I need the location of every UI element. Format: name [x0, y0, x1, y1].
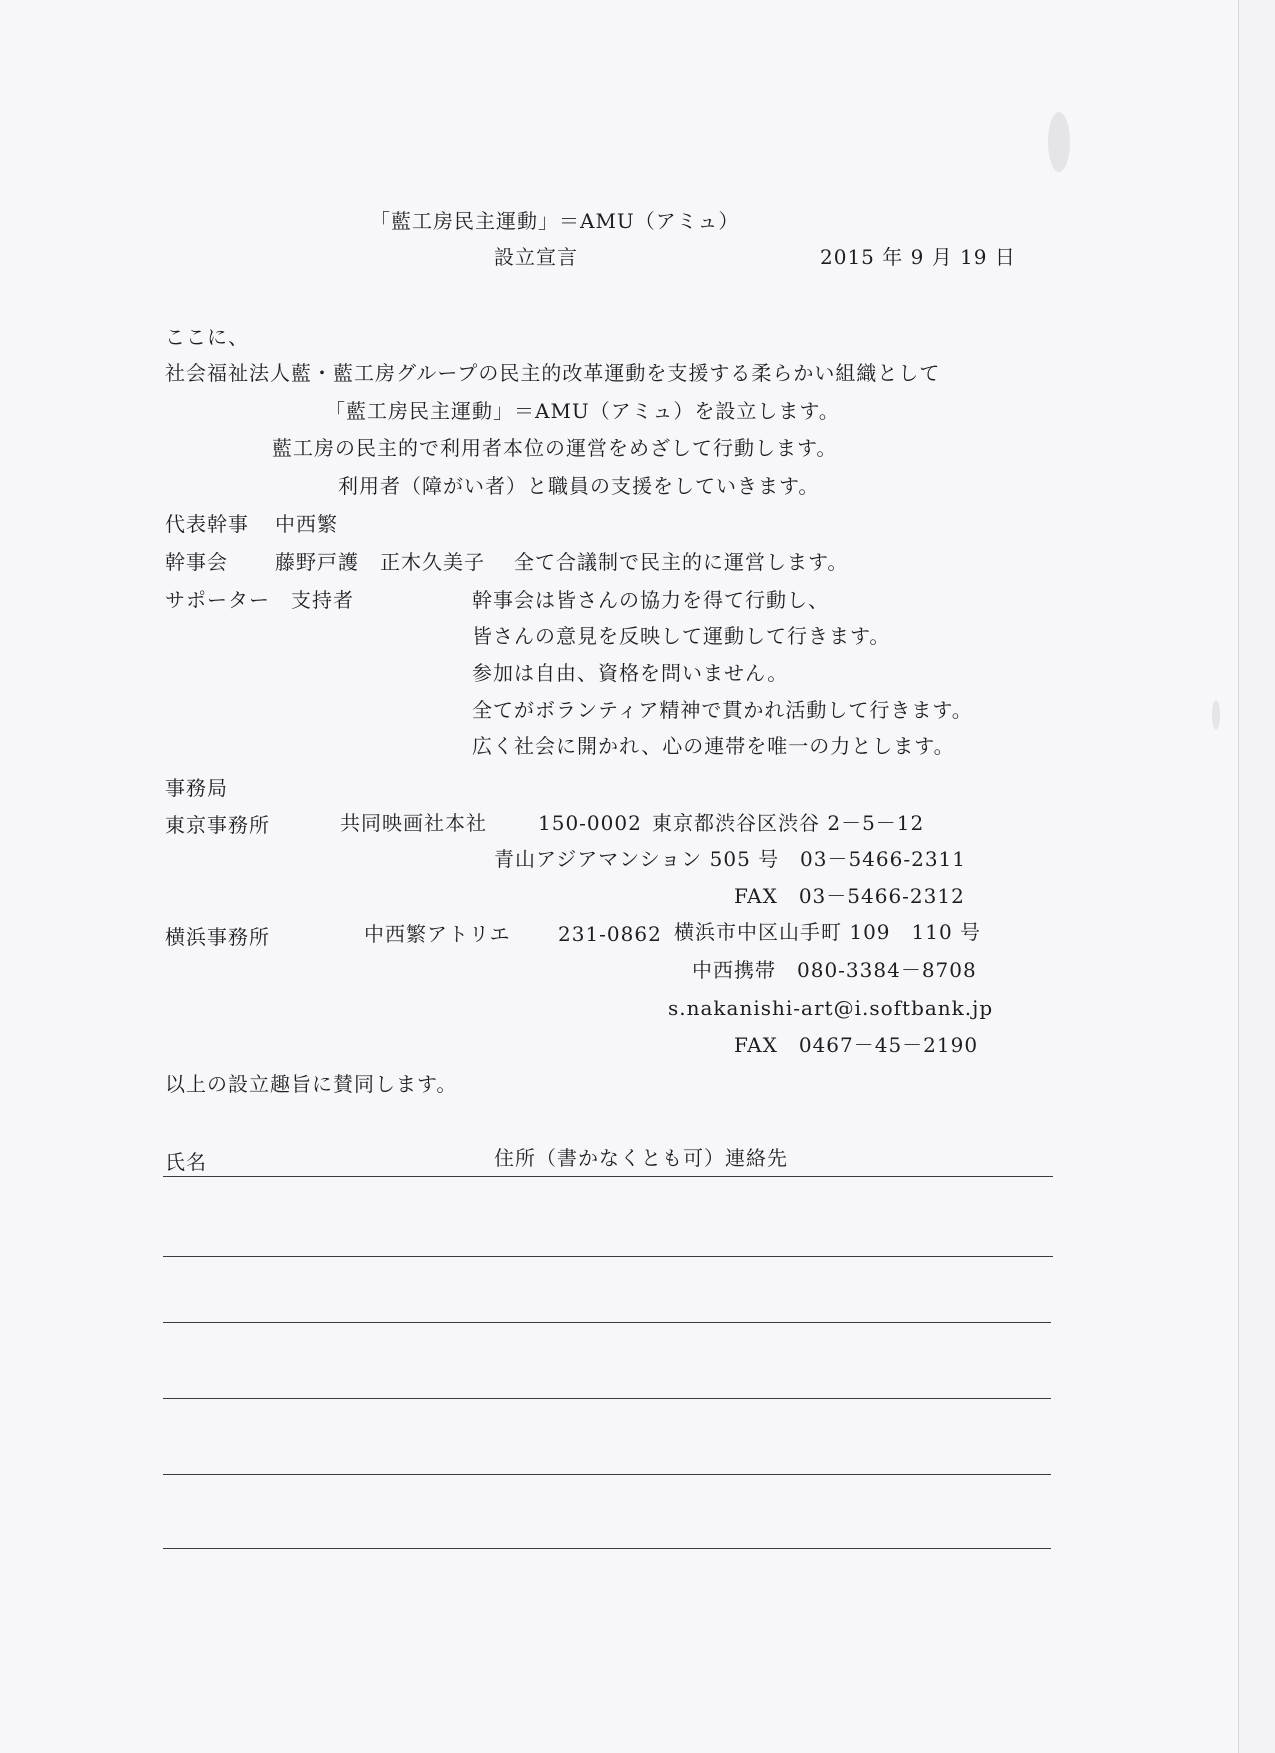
principle-line: 幹事会は皆さんの協力を得て行動し、 — [472, 588, 829, 612]
address-column-label: 住所（書かなくとも可）連絡先 — [494, 1146, 788, 1170]
document-subtitle: 設立宣言 — [494, 245, 578, 269]
principle-line: 広く社会に開かれ、心の連帯を唯一の力とします。 — [472, 734, 955, 758]
intro-line: ここに、 — [165, 325, 249, 349]
representative-name: 中西繁 — [275, 512, 338, 536]
tokyo-office-fax: FAX 03－5466-2312 — [734, 884, 965, 908]
yokohama-office-mobile: 中西携帯 080-3384－8708 — [692, 958, 977, 982]
document-date: 2015 年 9 月 19 日 — [820, 245, 1016, 269]
council-note: 全て合議制で民主的に運営します。 — [514, 550, 849, 574]
scan-smudge — [1212, 700, 1220, 730]
yokohama-office-email: s.nakanishi-art@i.softbank.jp — [668, 996, 994, 1020]
secretariat-label: 事務局 — [165, 776, 228, 800]
signature-line[interactable] — [163, 1398, 1051, 1399]
intro-line: 「藍工房民主運動」＝AMU（アミュ）を設立します。 — [325, 399, 840, 423]
yokohama-office-org: 中西繁アトリエ — [364, 922, 511, 946]
tokyo-office-building: 青山アジアマンション 505 号 — [494, 847, 780, 871]
intro-line: 藍工房の民主的で利用者本位の運営をめざして行動します。 — [272, 436, 838, 460]
signature-line[interactable] — [163, 1256, 1053, 1257]
tokyo-office-tel: 03－5466-2311 — [800, 847, 967, 871]
tokyo-office-org: 共同映画社本社 — [340, 811, 487, 835]
tokyo-office-address: 東京都渋谷区渋谷 2－5－12 — [652, 811, 925, 835]
council-names: 藤野戸護 正木久美子 — [275, 550, 485, 574]
signature-line[interactable] — [163, 1322, 1051, 1323]
agreement-statement: 以上の設立趣旨に賛同します。 — [165, 1072, 458, 1096]
bleed-through-top — [90, 22, 1110, 46]
signature-line[interactable] — [163, 1548, 1051, 1549]
principle-line: 参加は自由、資格を問いません。 — [472, 661, 789, 685]
tokyo-office-label: 東京事務所 — [165, 813, 270, 837]
intro-line: 利用者（障がい者）と職員の支援をしていきます。 — [338, 474, 820, 498]
form-header-rule — [163, 1176, 1053, 1177]
yokohama-office-label: 横浜事務所 — [165, 925, 270, 949]
principle-line: 全てがボランティア精神で貫かれ活動して行きます。 — [472, 698, 973, 722]
principle-line: 皆さんの意見を反映して運動して行きます。 — [472, 624, 891, 648]
name-column-label: 氏名 — [165, 1150, 207, 1174]
supporters-label: サポーター 支持者 — [165, 588, 354, 612]
signature-line[interactable] — [163, 1474, 1051, 1475]
scan-smudge — [1048, 112, 1070, 172]
document-title: 「藍工房民主運動」＝AMU（アミュ） — [370, 209, 740, 233]
yokohama-office-zip: 231-0862 — [558, 922, 662, 946]
representative-label: 代表幹事 — [165, 512, 249, 536]
intro-line: 社会福祉法人藍・藍工房グループの民主的改革運動を支援する柔らかい組織として — [165, 361, 941, 385]
council-label: 幹事会 — [165, 550, 228, 574]
tokyo-office-zip: 150-0002 — [538, 811, 642, 835]
yokohama-office-fax: FAX 0467－45－2190 — [734, 1033, 979, 1057]
yokohama-office-address: 横浜市中区山手町 109 110 号 — [674, 920, 982, 944]
